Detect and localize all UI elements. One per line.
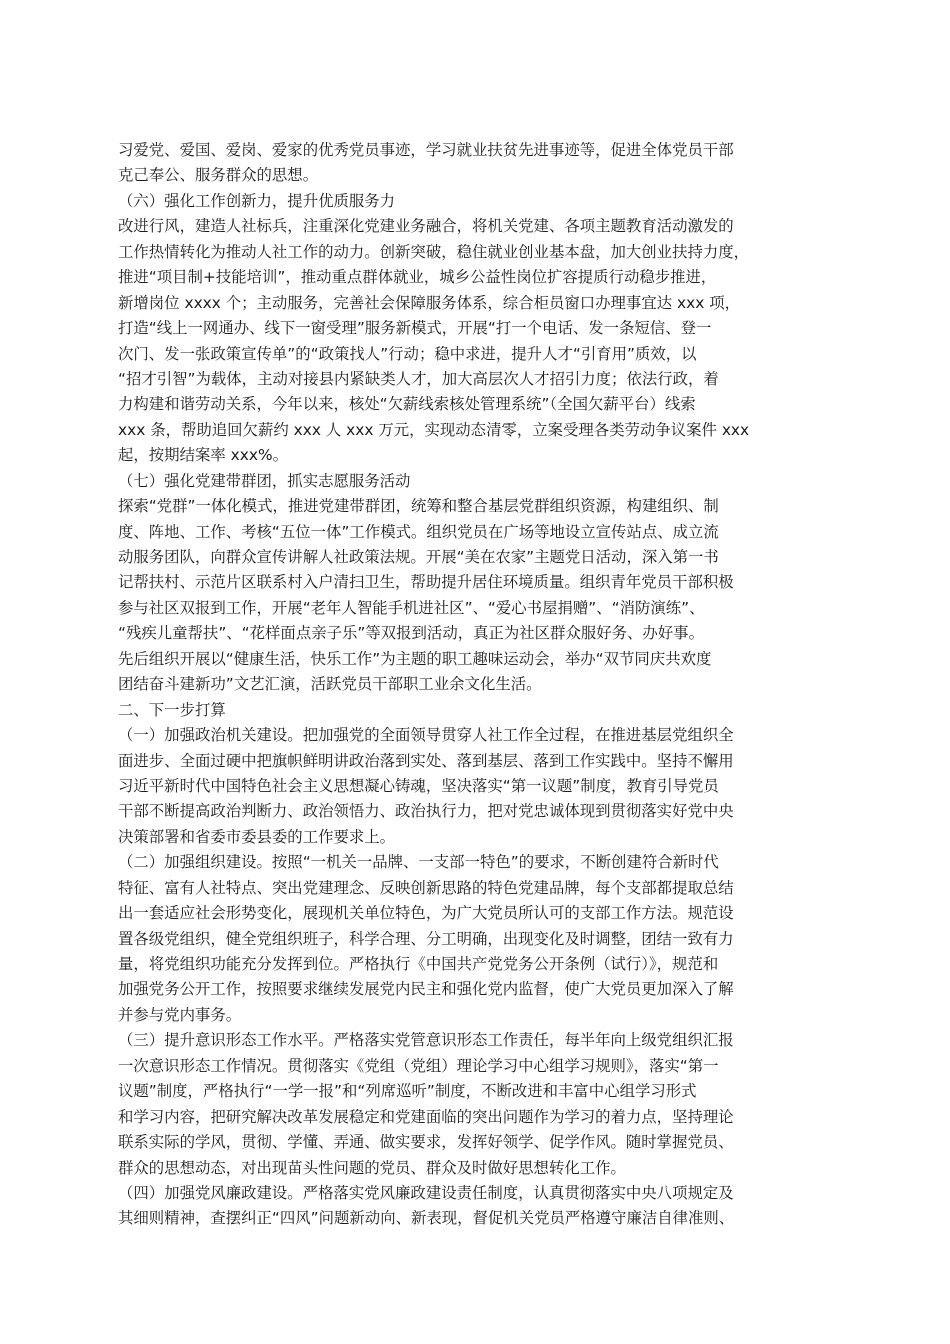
text-line: （一）加强政治机关建设。把加强党的全面领导贯穿人社工作全过程，在推进基层党组织全 bbox=[118, 726, 734, 745]
text-line: 推进“项目制+技能培训”，推动重点群体就业，城乡公益性岗位扩容提质行动稳步推进， bbox=[118, 268, 717, 287]
text-line: 改进行风，建造人社标兵，注重深化党建业务融合，将机关党建、各项主题教育活动激发的 bbox=[118, 217, 734, 236]
text-line: 特征、富有人社特点、突出党建理念、反映创新思路的特色党建品牌，每个支部都提取总结 bbox=[118, 878, 734, 897]
paragraph bbox=[118, 850, 830, 1028]
paragraph bbox=[118, 698, 830, 723]
text-line: “招才引智”为载体，主动对接县内紧缺类人才，加大高层次人才招引力度；依法行政，着 bbox=[118, 369, 719, 388]
text-line: “残疾儿童帮扶”、“花样面点亲子乐”等双报到活动，真正为社区群众服好务、办好事。 bbox=[118, 624, 704, 643]
text-line: 置各级党组织，健全党组织班子，科学合理、分工明确，出现变化及时调整，团结一致有力 bbox=[118, 929, 734, 948]
paragraph bbox=[118, 214, 830, 468]
paragraph bbox=[118, 494, 830, 698]
text-line: 联系实际的学风，贯彻、学懂、弄通、做实要求，发挥好领学、促学作风。随时掌握党员、 bbox=[118, 1133, 734, 1152]
text-line: 记帮扶村、示范片区联系村入户清扫卫生，帮助提升居住环境质量。组织青年党员干部积极 bbox=[118, 573, 734, 592]
text-line: （四）加强党风廉政建设。严格落实党风廉政建设责任制度，认真贯彻落实中央八项规定及 bbox=[118, 1183, 734, 1202]
text-line: 面进步、全面过硬中把旗帜鲜明讲政治落到实处、落到基层、落到工作实践中。坚持不懈用 bbox=[118, 751, 734, 770]
text-line: 加强党务公开工作，按照要求继续发展党内民主和强化党内监督，使广大党员更加深入了解 bbox=[118, 980, 734, 999]
text-line: 习近平新时代中国特色社会主义思想凝心铸魂，坚决落实“第一议题”制度，教育引导党员 bbox=[118, 776, 719, 795]
text-line: （三）提升意识形态工作水平。严格落实党管意识形态工作责任，每半年向上级党组织汇报 bbox=[118, 1031, 734, 1050]
text-line: 新增岗位 xxxx 个；主动服务，完善社会保障服务体系，综合柜员窗口办理事宜达 xxx 项， bbox=[118, 293, 740, 312]
text-line: 决策部署和省委市委县委的工作要求上。 bbox=[118, 827, 396, 846]
text-line: 打造“线上一网通办、线下一窗受理”服务新模式，开展“打一个电话、发一条短信、登一 bbox=[118, 319, 712, 338]
text-line: 度、阵地、工作、考核“五位一体”工作模式。组织党员在广场等地设立宣传站点、成立流 bbox=[118, 522, 719, 541]
text-line: 二、下一步打算 bbox=[118, 700, 226, 719]
paragraph bbox=[118, 189, 830, 214]
paragraph bbox=[118, 469, 830, 494]
text-line: 并参与党内事务。 bbox=[118, 1005, 242, 1024]
text-line: （七）强化党建带群团，抓实志愿服务活动 bbox=[118, 471, 411, 490]
text-line: 量，将党组织功能充分发挥到位。严格执行《中国共产党党务公开条例（试行）》，规范和 bbox=[118, 955, 719, 973]
text-line: 习爱党、爱国、爱岗、爱家的优秀党员事迹，学习就业扶贫先进事迹等，促进全体党员干部 bbox=[118, 141, 734, 159]
text-line: 议题”制度，严格执行“一学一报”和“列席巡听”制度，不断改进和丰富中心组学习形式 bbox=[118, 1082, 697, 1101]
text-line: 群众的思想动态，对出现苗头性问题的党员、群众及时做好思想转化工作。 bbox=[118, 1158, 626, 1177]
text-line: 其细则精神，查摆纠正“四风”问题新动向、新表现，督促机关党员严格遵守廉洁自律准则、 bbox=[118, 1209, 735, 1228]
paragraph bbox=[118, 1028, 830, 1181]
text-line: 一次意识形态工作情况。贯彻落实《党组（党组）理论学习中心组学习规则》，落实“第一 bbox=[118, 1056, 719, 1075]
text-line: 团结奋斗建新功”文艺汇演，活跃党员干部职工业余文化生活。 bbox=[118, 675, 542, 694]
text-line: 次门、发一张政策宣传单”的“政策找人”行动；稳中求进，提升人才“引育用”质效，以 bbox=[118, 344, 697, 363]
text-line: 力构建和谐劳动关系，今年以来，核处“欠薪线索核处管理系统”（全国欠薪平台）线索 bbox=[118, 395, 696, 414]
paragraph bbox=[118, 723, 830, 850]
text-line: 动服务团队，向群众宣传讲解人社政策法规。开展“美在农家”主题党日活动，深入第一书 bbox=[118, 548, 719, 566]
text-line: xxx 条，帮助追回欠薪约 xxx 人 xxx 万元，实现动态清零，立案受理各类劳动争议案件 xxx bbox=[118, 420, 750, 439]
paragraph bbox=[118, 138, 830, 189]
text-line: 探索“党群”一体化模式，推进党建带群团，统筹和整合基层党群组织资源，构建组织、制 bbox=[118, 497, 719, 516]
text-line: 克己奉公、服务群众的思想。 bbox=[118, 166, 319, 185]
text-line: （六）强化工作创新力，提升优质服务力 bbox=[118, 191, 396, 210]
text-line: （二）加强组织建设。按照“一机关一品牌、一支部一特色”的要求，不断创建符合新时代 bbox=[118, 853, 719, 872]
text-line: 起，按期结案率 xxx%。 bbox=[118, 446, 288, 465]
text-line: 出一套适应社会形势变化，展现机关单位特色，为广大党员所认可的支部工作方法。规范设 bbox=[118, 904, 734, 923]
text-line: 和学习内容，把研究解决改革发展稳定和党建面临的突出问题作为学习的着力点，坚持理论 bbox=[118, 1107, 734, 1126]
document-body bbox=[118, 138, 830, 1232]
text-line: 参与社区双报到工作，开展“老年人智能手机进社区”、“爱心书屋捐赠”、“消防演练”、 bbox=[118, 598, 705, 617]
text-line: 干部不断提高政治判断力、政治领悟力、政治执行力，把对党忠诚体现到贯彻落实好党中央 bbox=[118, 802, 734, 821]
text-line: 先后组织开展以“健康生活，快乐工作”为主题的职工趣味运动会，举办“双节同庆共欢度 bbox=[118, 649, 712, 668]
paragraph bbox=[118, 1181, 830, 1232]
text-line: 工作热情转化为推动人社工作的动力。创新突破，稳住就业创业基本盘，加大创业扶持力度， bbox=[118, 242, 750, 261]
